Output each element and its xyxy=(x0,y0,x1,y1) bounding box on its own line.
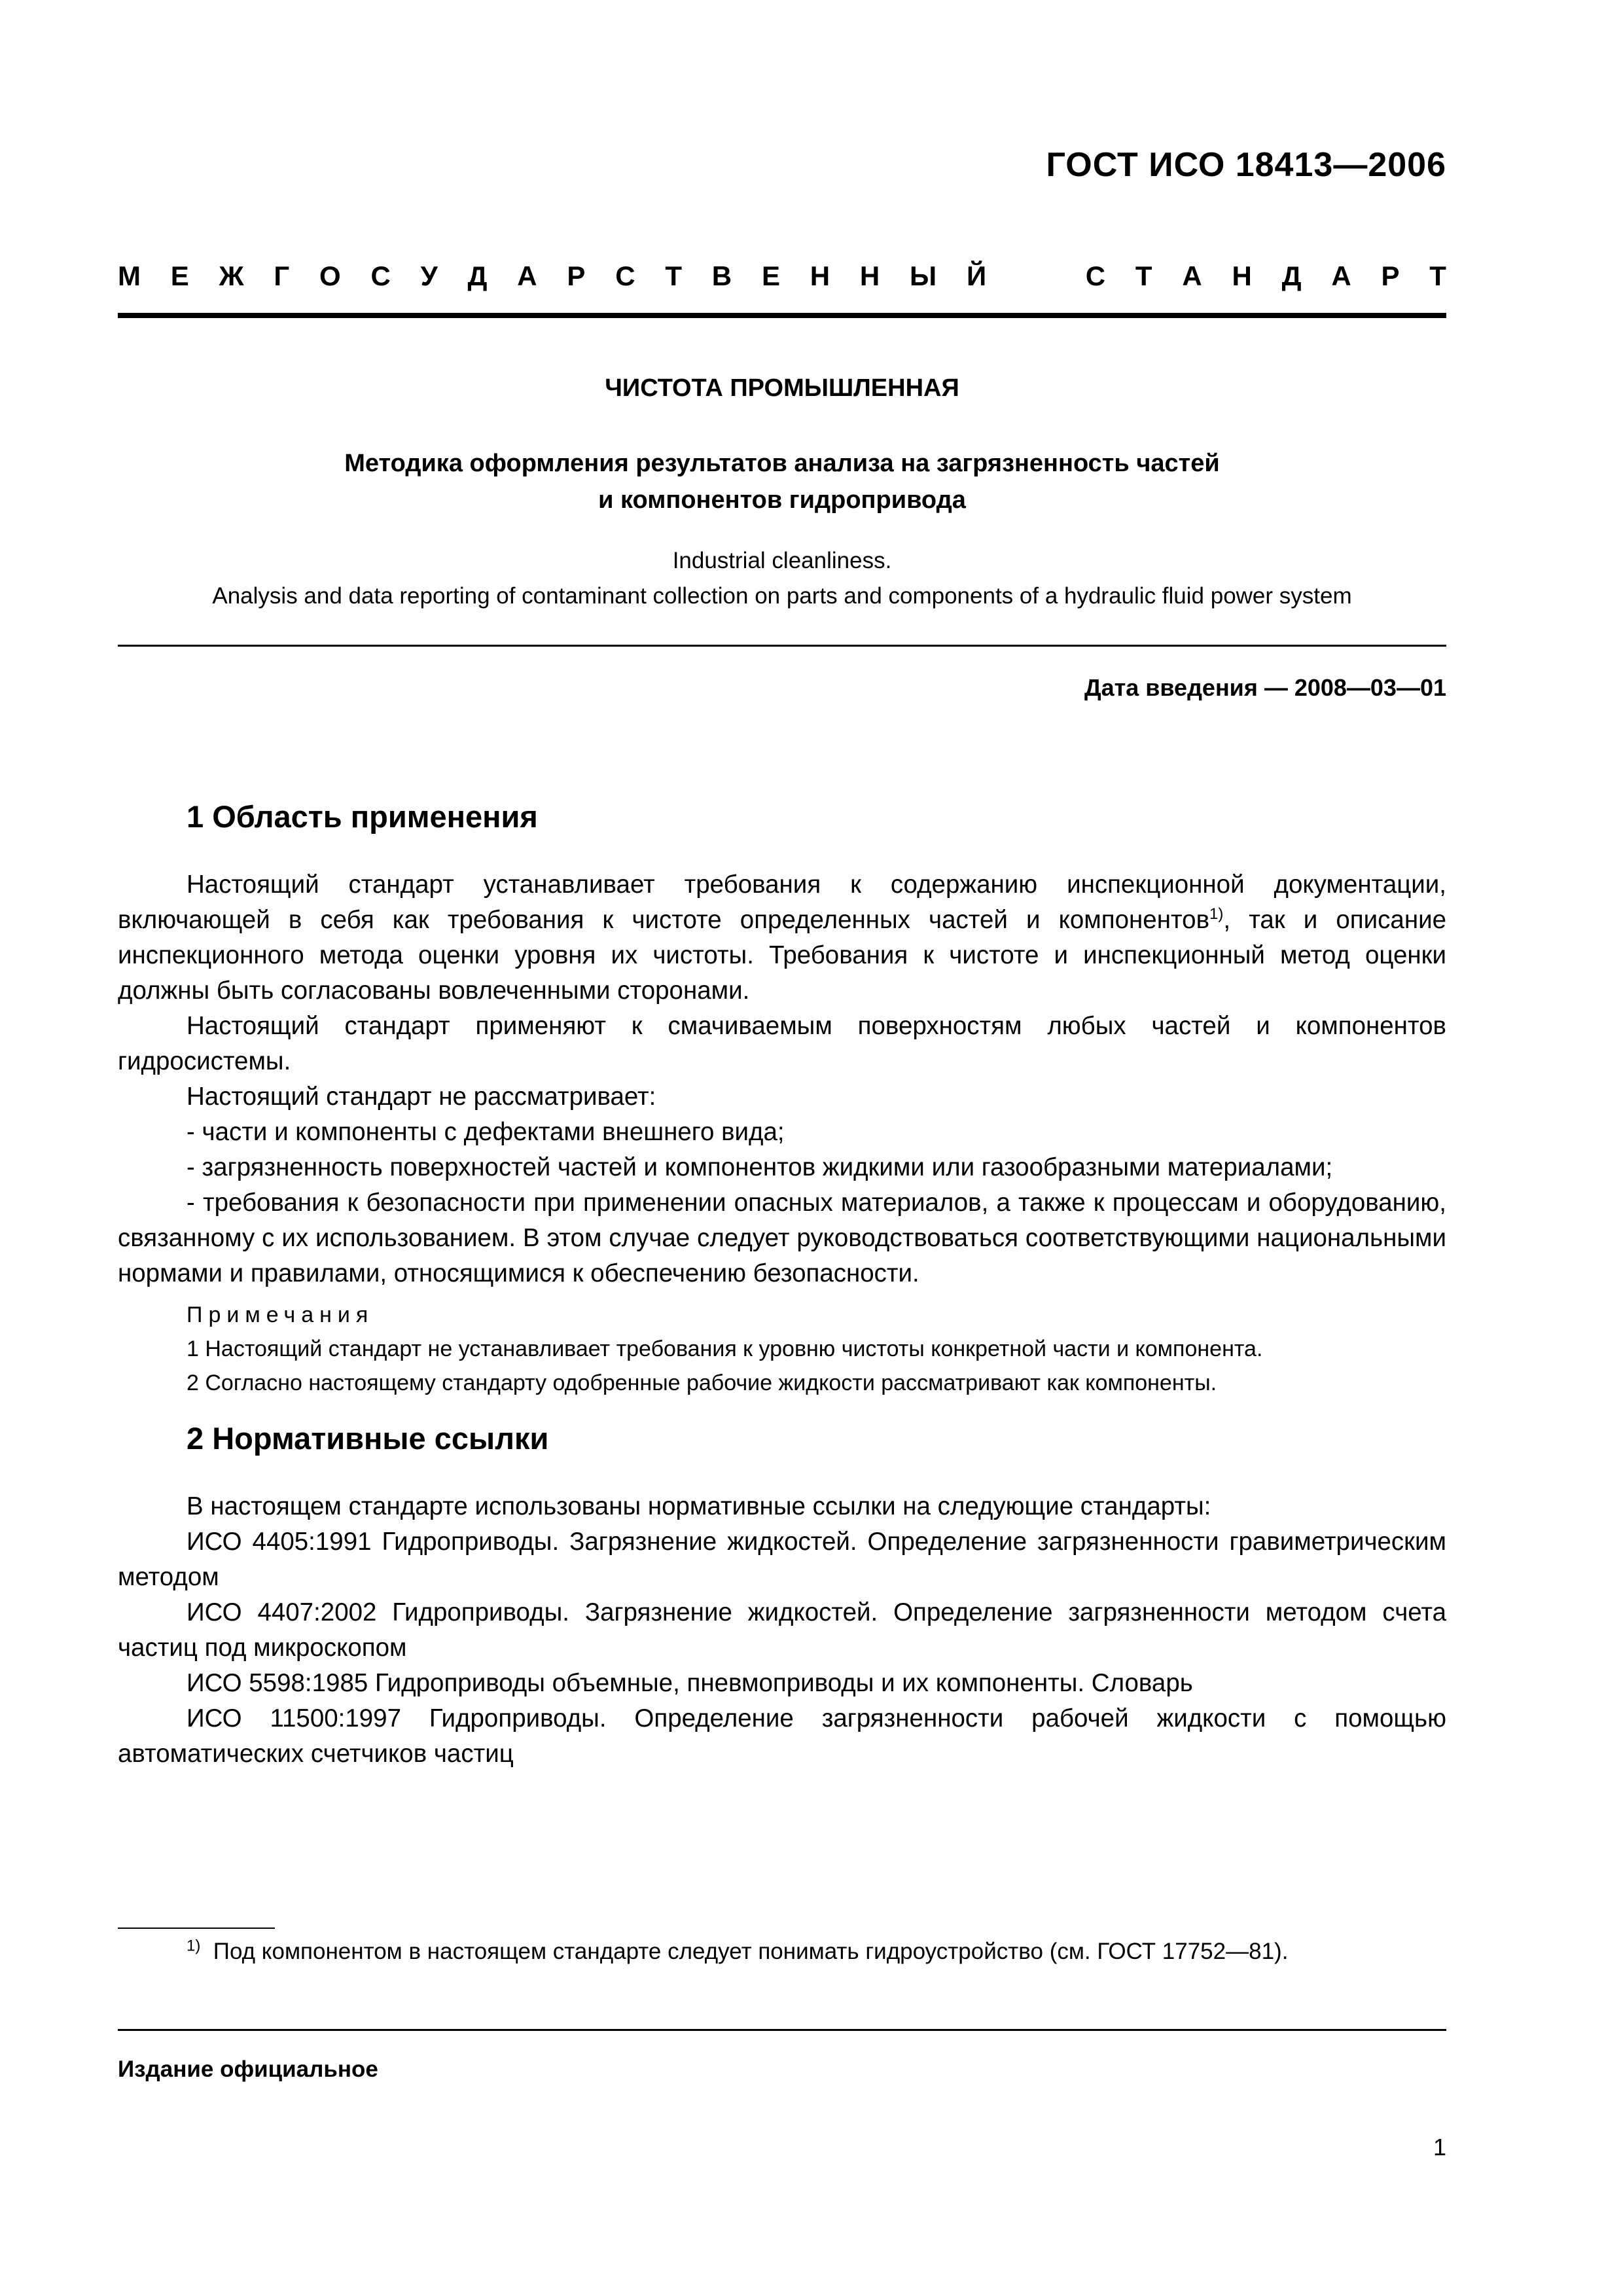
banner-letter: Н xyxy=(1232,260,1252,291)
paragraph-text: Настоящий стандарт устанавливает требования к содержанию инспекционной документации, включающей в себя как требования к чистоте определенных частей и компонентов xyxy=(118,870,1446,934)
notes-block xyxy=(187,1298,1446,1400)
banner-letter: Д xyxy=(1281,260,1302,291)
banner-letter: М xyxy=(118,260,141,291)
english-title xyxy=(118,543,1446,614)
section-2-heading: 2 Нормативные ссылки xyxy=(187,1421,549,1456)
banner-letter: Р xyxy=(567,260,586,291)
title-rule xyxy=(118,645,1446,647)
subtitle-line-1: Методика оформления результатов анализа на загрязненность частей xyxy=(344,450,1220,477)
introduction-date: Дата введения — 2008—03—01 xyxy=(1084,674,1446,701)
banner-letter: Ж xyxy=(219,260,244,291)
banner-letter: Т xyxy=(1135,260,1152,291)
banner-letter: Ы xyxy=(910,260,937,291)
banner-letter: У xyxy=(420,260,438,291)
banner-letter: Й xyxy=(966,260,987,291)
section-1-paragraph-2: Настоящий стандарт применяют к смачиваемым поверхностям любых частей и компонентов гидросистемы. xyxy=(118,1012,1446,1075)
banner-letter: Н xyxy=(859,260,880,291)
exclusion-item-2: - загрязненность поверхностей частей и компонентов жидкими или газообразными материалами; xyxy=(187,1153,1333,1181)
banner-letter: Т xyxy=(1429,260,1446,291)
banner-letter: Г xyxy=(274,260,290,291)
section-1-paragraph-3: Настоящий стандарт не рассматривает: xyxy=(187,1083,656,1111)
section-1-paragraph-1 xyxy=(118,867,1446,1009)
footnote xyxy=(187,1939,1288,1965)
footer-rule xyxy=(118,2029,1446,2031)
standard-number: ГОСТ ИСО 18413—2006 xyxy=(1046,146,1446,184)
interstate-standard-banner xyxy=(118,260,1446,292)
banner-letter: Р xyxy=(1381,260,1400,291)
page-number: 1 xyxy=(1433,2134,1446,2161)
footnote-marker: 1) xyxy=(187,1937,201,1955)
banner-letter: А xyxy=(1331,260,1351,291)
banner-letter: В xyxy=(711,260,732,291)
banner-letter: Е xyxy=(170,260,189,291)
normative-reference-1: ИСО 4405:1991 Гидроприводы. Загрязнение жидкостей. Определение загрязненности гравиметрическим методом xyxy=(118,1528,1446,1591)
notes-title: Примечания xyxy=(187,1302,374,1327)
paragraph-text: , так и описание инспекционного метода оценки уровня их чистоты. Требования к чистоте и инспекционный метод оценки должны быть согласованы вовлеченными сторонами. xyxy=(118,906,1446,1005)
footnote-reference: 1) xyxy=(1209,905,1224,924)
note-1: 1 Настоящий стандарт не устанавливает требования к уровню чистоты конкретной части и компонента. xyxy=(187,1336,1263,1361)
subtitle-line-2: и компонентов гидропривода xyxy=(598,486,966,514)
footnote-text: Под компонентом в настоящем стандарте следует понимать гидроустройство (см. ГОСТ 17752—81). xyxy=(213,1939,1289,1964)
banner-letter: А xyxy=(1182,260,1202,291)
banner-letter: С xyxy=(370,260,391,291)
exclusion-item-1: - части и компоненты с дефектами внешнего вида; xyxy=(187,1118,785,1146)
english-title-line-2: Analysis and data reporting of contaminant collection on parts and components of a hydraulic fluid power system xyxy=(212,583,1352,609)
normative-reference-2: ИСО 4407:2002 Гидроприводы. Загрязнение жидкостей. Определение загрязненности методом счета частиц под микроскопом xyxy=(118,1598,1446,1662)
section-2-body xyxy=(118,1489,1446,1772)
document-subtitle xyxy=(118,445,1446,518)
section-2-paragraph-1: В настоящем стандарте использованы нормативные ссылки на следующие стандарты: xyxy=(187,1492,1211,1520)
note-2: 2 Согласно настоящему стандарту одобренные рабочие жидкости рассматривают как компоненты. xyxy=(187,1371,1217,1395)
banner-letter: С xyxy=(1085,260,1106,291)
banner-letter: А xyxy=(517,260,537,291)
banner-letter: Т xyxy=(665,260,682,291)
section-1-body xyxy=(118,867,1446,1291)
section-1-heading: 1 Область применения xyxy=(187,799,538,834)
english-title-line-1: Industrial cleanliness. xyxy=(672,548,892,573)
banner-letter: Е xyxy=(761,260,780,291)
edition-label: Издание официальное xyxy=(118,2056,378,2082)
document-title: ЧИСТОТА ПРОМЫШЛЕННАЯ xyxy=(605,374,959,402)
banner-word-gap xyxy=(1016,260,1056,292)
footnote-separator xyxy=(118,1928,275,1929)
banner-rule xyxy=(118,313,1446,318)
banner-letter: С xyxy=(615,260,635,291)
banner-letter: Н xyxy=(810,260,830,291)
exclusion-item-3: - требования к безопасности при применении опасных материалов, а также к процессам и оборудованию, связанному с их использованием. В этом случае следует руководствоваться соответствующими национальными нормами и правилами, относящимися к обеспечению безопасности. xyxy=(118,1189,1446,1287)
normative-reference-4: ИСО 11500:1997 Гидроприводы. Определение загрязненности рабочей жидкости с помощью автоматических счетчиков частиц xyxy=(118,1704,1446,1768)
banner-letter: Д xyxy=(467,260,488,291)
banner-letter: О xyxy=(319,260,341,291)
normative-reference-3: ИСО 5598:1985 Гидроприводы объемные, пневмоприводы и их компоненты. Словарь xyxy=(187,1669,1193,1697)
